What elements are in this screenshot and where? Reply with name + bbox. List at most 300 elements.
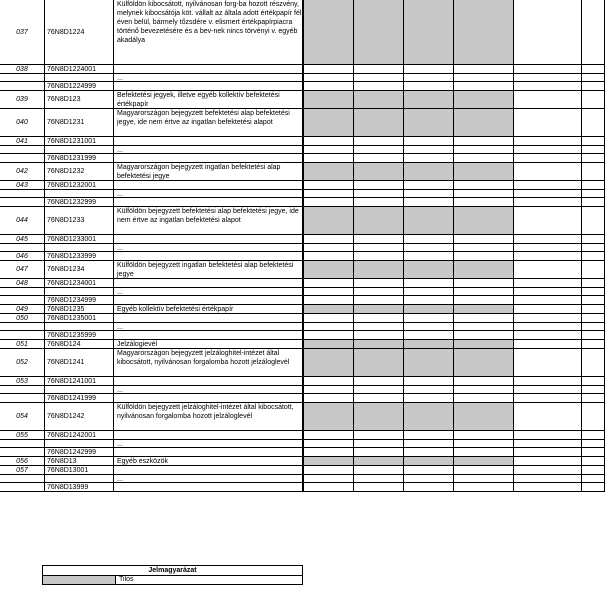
table-row (0, 305, 605, 314)
row-description (114, 65, 304, 74)
row-code: 76N8D1231999 (45, 154, 114, 163)
value-cell (582, 91, 605, 109)
value-cell (514, 349, 582, 377)
value-cell (454, 261, 514, 279)
value-cell (582, 65, 605, 74)
value-cell (454, 475, 514, 483)
row-description: ... (114, 74, 304, 82)
row-number (0, 74, 45, 82)
row-code (45, 386, 114, 394)
row-number (0, 483, 45, 492)
value-cell (514, 305, 582, 314)
value-cell (514, 244, 582, 252)
value-cell (514, 323, 582, 331)
value-cell (582, 154, 605, 163)
table-row (0, 288, 605, 296)
table-row (0, 190, 605, 198)
row-number: 038 (0, 65, 45, 74)
value-cell (304, 207, 354, 235)
value-cell (454, 305, 514, 314)
row-code (45, 323, 114, 331)
value-cell (304, 431, 354, 440)
value-cell (304, 146, 354, 154)
value-cell (454, 349, 514, 377)
value-cell (454, 288, 514, 296)
value-cell (454, 65, 514, 74)
row-number: 056 (0, 457, 45, 466)
row-number (0, 296, 45, 305)
value-cell (304, 65, 354, 74)
value-cell (354, 154, 404, 163)
row-code: 76N8D13 (45, 457, 114, 466)
value-cell (582, 137, 605, 146)
row-description (114, 137, 304, 146)
value-cell (582, 340, 605, 349)
value-cell (304, 190, 354, 198)
row-description (114, 198, 304, 207)
value-cell (404, 198, 454, 207)
value-cell (514, 377, 582, 386)
row-code: 76N8D124 (45, 340, 114, 349)
row-description: Egyéb kollektív befektetési értékpapír (114, 305, 304, 314)
row-description: ... (114, 288, 304, 296)
value-cell (354, 466, 404, 475)
row-description: Külföldön bejegyzett befektetési alap befektetési jegye, ide nem értve az ingatlan befektetési alapot (114, 207, 304, 235)
value-cell (354, 65, 404, 74)
value-cell (582, 403, 605, 431)
value-cell (354, 235, 404, 244)
value-cell (404, 181, 454, 190)
value-cell (582, 377, 605, 386)
value-cell (304, 235, 354, 244)
value-cell (304, 483, 354, 492)
value-cell (354, 457, 404, 466)
row-description (114, 314, 304, 323)
value-cell (454, 403, 514, 431)
value-cell (404, 82, 454, 91)
row-description: ... (114, 440, 304, 448)
value-cell (514, 65, 582, 74)
value-cell (404, 431, 454, 440)
value-cell (454, 74, 514, 82)
row-code: 76N8D1241001 (45, 377, 114, 386)
value-cell (454, 252, 514, 261)
row-code: 76N8D1242 (45, 403, 114, 431)
table-row (0, 198, 605, 207)
value-cell (304, 0, 354, 65)
value-cell (454, 137, 514, 146)
row-number (0, 440, 45, 448)
row-description (114, 448, 304, 457)
value-cell (454, 386, 514, 394)
table-row (0, 431, 605, 440)
row-code (45, 440, 114, 448)
row-number: 044 (0, 207, 45, 235)
value-cell (454, 457, 514, 466)
value-cell (514, 340, 582, 349)
table-row (0, 314, 605, 323)
value-cell (354, 305, 404, 314)
value-cell (404, 244, 454, 252)
value-cell (404, 305, 454, 314)
value-cell (354, 340, 404, 349)
value-cell (304, 349, 354, 377)
row-code: 76N8D1234 (45, 261, 114, 279)
value-cell (404, 314, 454, 323)
value-cell (514, 466, 582, 475)
value-cell (304, 314, 354, 323)
table-row (0, 207, 605, 235)
value-cell (514, 154, 582, 163)
value-cell (582, 475, 605, 483)
value-cell (514, 331, 582, 340)
value-cell (354, 349, 404, 377)
value-cell (354, 244, 404, 252)
value-cell (454, 279, 514, 288)
value-cell (304, 323, 354, 331)
row-code: 76N8D123 (45, 91, 114, 109)
table-row (0, 137, 605, 146)
row-number (0, 198, 45, 207)
value-cell (304, 403, 354, 431)
value-cell (354, 296, 404, 305)
value-cell (454, 82, 514, 91)
table-row (0, 448, 605, 457)
value-cell (354, 323, 404, 331)
value-cell (582, 252, 605, 261)
value-cell (454, 190, 514, 198)
value-cell (404, 466, 454, 475)
value-cell (582, 386, 605, 394)
row-description (114, 394, 304, 403)
value-cell (354, 440, 404, 448)
table-row (0, 74, 605, 82)
row-number (0, 146, 45, 154)
value-cell (582, 288, 605, 296)
row-code: 76N8D1241999 (45, 394, 114, 403)
row-number: 051 (0, 340, 45, 349)
value-cell (404, 377, 454, 386)
row-number: 046 (0, 252, 45, 261)
row-code: 76N8D1241 (45, 349, 114, 377)
value-cell (304, 82, 354, 91)
table-row (0, 244, 605, 252)
value-cell (454, 0, 514, 65)
value-cell (454, 163, 514, 181)
value-cell (354, 207, 404, 235)
value-cell (354, 146, 404, 154)
table-row (0, 154, 605, 163)
value-cell (354, 331, 404, 340)
value-cell (514, 74, 582, 82)
value-cell (582, 296, 605, 305)
legend-label: Tilos (119, 576, 134, 583)
value-cell (304, 244, 354, 252)
value-cell (582, 181, 605, 190)
value-cell (304, 261, 354, 279)
legend-row (42, 576, 303, 585)
row-number: 049 (0, 305, 45, 314)
value-cell (404, 296, 454, 305)
value-cell (514, 207, 582, 235)
value-cell (404, 279, 454, 288)
value-cell (404, 457, 454, 466)
row-description (114, 235, 304, 244)
value-cell (514, 403, 582, 431)
row-number (0, 82, 45, 91)
row-code (45, 244, 114, 252)
row-number: 047 (0, 261, 45, 279)
table-row (0, 279, 605, 288)
row-number: 043 (0, 181, 45, 190)
value-cell (304, 475, 354, 483)
value-cell (514, 431, 582, 440)
row-number (0, 323, 45, 331)
row-description (114, 252, 304, 261)
value-cell (404, 440, 454, 448)
table-row (0, 65, 605, 74)
table-row (0, 261, 605, 279)
row-code: 76N8D13999 (45, 483, 114, 492)
row-number: 037 (0, 0, 45, 65)
value-cell (454, 91, 514, 109)
value-cell (354, 288, 404, 296)
value-cell (404, 331, 454, 340)
value-cell (354, 252, 404, 261)
value-cell (404, 340, 454, 349)
row-number: 057 (0, 466, 45, 475)
value-cell (582, 109, 605, 137)
value-cell (454, 448, 514, 457)
row-number (0, 190, 45, 198)
row-number: 053 (0, 377, 45, 386)
row-code: 76N8D1232 (45, 163, 114, 181)
value-cell (304, 279, 354, 288)
row-code: 76N8D1224 (45, 0, 114, 65)
row-code: 76N8D1232999 (45, 198, 114, 207)
row-number (0, 394, 45, 403)
value-cell (454, 296, 514, 305)
value-cell (404, 386, 454, 394)
value-cell (454, 323, 514, 331)
value-cell (582, 314, 605, 323)
value-cell (514, 475, 582, 483)
row-number: 039 (0, 91, 45, 109)
value-cell (454, 235, 514, 244)
value-cell (304, 252, 354, 261)
value-cell (514, 0, 582, 65)
value-cell (454, 331, 514, 340)
value-cell (354, 82, 404, 91)
value-cell (514, 440, 582, 448)
value-cell (404, 235, 454, 244)
value-cell (582, 331, 605, 340)
value-cell (514, 91, 582, 109)
value-cell (582, 163, 605, 181)
value-cell (304, 163, 354, 181)
value-cell (582, 82, 605, 91)
row-description (114, 154, 304, 163)
value-cell (354, 431, 404, 440)
row-description: Magyarországon bejegyzett jelzáloghitel-intézet által kibocsátott, nyilvánosan forgalomba hozott jelzáloglevél (114, 349, 304, 377)
value-cell (354, 377, 404, 386)
value-cell (582, 457, 605, 466)
value-cell (304, 305, 354, 314)
value-cell (514, 190, 582, 198)
row-code (45, 288, 114, 296)
table-row (0, 349, 605, 377)
value-cell (304, 154, 354, 163)
row-code: 76N8D1242001 (45, 431, 114, 440)
row-number (0, 244, 45, 252)
value-cell (304, 457, 354, 466)
value-cell (404, 154, 454, 163)
value-cell (514, 163, 582, 181)
value-cell (582, 235, 605, 244)
value-cell (454, 146, 514, 154)
value-cell (404, 403, 454, 431)
value-cell (354, 386, 404, 394)
row-description: Külföldön bejegyzett jelzáloghitel-intézet által kibocsátott, nyilvánosan forgalomba hozott jelzáloglevél (114, 403, 304, 431)
value-cell (354, 314, 404, 323)
legend-title: Jelmagyarázat (42, 565, 303, 576)
row-code: 76N8D1224999 (45, 82, 114, 91)
row-description: Jelzálogievél (114, 340, 304, 349)
table-row (0, 146, 605, 154)
row-code (45, 74, 114, 82)
value-cell (454, 314, 514, 323)
value-cell (304, 386, 354, 394)
value-cell (404, 349, 454, 377)
value-cell (582, 448, 605, 457)
row-description (114, 431, 304, 440)
value-cell (582, 207, 605, 235)
value-cell (514, 137, 582, 146)
value-cell (354, 475, 404, 483)
value-cell (582, 198, 605, 207)
table-row (0, 457, 605, 466)
value-cell (304, 296, 354, 305)
row-number (0, 448, 45, 457)
row-code (45, 475, 114, 483)
value-cell (454, 431, 514, 440)
row-description: Egyéb eszközök (114, 457, 304, 466)
value-cell (404, 109, 454, 137)
table-row (0, 252, 605, 261)
value-cell (304, 91, 354, 109)
value-cell (582, 0, 605, 65)
value-cell (514, 198, 582, 207)
value-cell (582, 279, 605, 288)
value-cell (454, 181, 514, 190)
value-cell (404, 0, 454, 65)
row-description (114, 296, 304, 305)
row-code: 76N8D1234001 (45, 279, 114, 288)
value-cell (582, 261, 605, 279)
value-cell (404, 448, 454, 457)
value-cell (354, 403, 404, 431)
row-code: 76N8D1233001 (45, 235, 114, 244)
value-cell (404, 394, 454, 403)
value-cell (304, 288, 354, 296)
row-code: 76N8D1233 (45, 207, 114, 235)
value-cell (304, 440, 354, 448)
value-cell (582, 466, 605, 475)
row-description: ... (114, 475, 304, 483)
value-cell (404, 137, 454, 146)
value-cell (454, 154, 514, 163)
value-cell (454, 440, 514, 448)
table-row (0, 394, 605, 403)
row-code: 76N8D1242999 (45, 448, 114, 457)
row-code: 76N8D13001 (45, 466, 114, 475)
legend-swatch (43, 576, 116, 584)
value-cell (454, 244, 514, 252)
row-number (0, 475, 45, 483)
value-cell (354, 279, 404, 288)
table-row (0, 0, 605, 65)
value-cell (404, 323, 454, 331)
row-number: 052 (0, 349, 45, 377)
row-number (0, 386, 45, 394)
value-cell (304, 74, 354, 82)
value-cell (582, 440, 605, 448)
value-cell (304, 137, 354, 146)
value-cell (404, 475, 454, 483)
value-cell (354, 448, 404, 457)
table-row (0, 91, 605, 109)
value-cell (514, 288, 582, 296)
value-cell (582, 305, 605, 314)
table-row (0, 323, 605, 331)
value-cell (304, 331, 354, 340)
legend (42, 565, 303, 585)
row-number: 042 (0, 163, 45, 181)
value-cell (454, 377, 514, 386)
row-code: 76N8D1232001 (45, 181, 114, 190)
value-cell (354, 483, 404, 492)
row-number (0, 154, 45, 163)
row-description: Befektetési jegyek, illetve egyéb kollektív befektetési értékpapír (114, 91, 304, 109)
value-cell (304, 198, 354, 207)
value-cell (514, 457, 582, 466)
table-row (0, 475, 605, 483)
table-row (0, 386, 605, 394)
value-cell (304, 377, 354, 386)
value-cell (514, 181, 582, 190)
table-row (0, 440, 605, 448)
table-row (0, 109, 605, 137)
row-description: ... (114, 190, 304, 198)
row-description: Külföldön kibocsátott, nyilvánosan forg-ba hozott részvény, melynek kibocsátója köt. vállalt az általa adott értékpapír fél éven belül, bármely tőzsdére v. elismert értékpapírpiacra történő bevezetésére és a bev-nek nincs törvényi v. egyéb akadálya (114, 0, 304, 65)
value-cell (354, 181, 404, 190)
row-number: 045 (0, 235, 45, 244)
row-number (0, 331, 45, 340)
row-number: 048 (0, 279, 45, 288)
value-cell (354, 137, 404, 146)
row-description (114, 331, 304, 340)
value-cell (404, 91, 454, 109)
value-cell (304, 340, 354, 349)
row-number: 040 (0, 109, 45, 137)
table-row (0, 340, 605, 349)
value-cell (404, 252, 454, 261)
value-cell (454, 394, 514, 403)
table-row (0, 235, 605, 244)
row-description: ... (114, 244, 304, 252)
row-description: ... (114, 323, 304, 331)
value-cell (514, 235, 582, 244)
